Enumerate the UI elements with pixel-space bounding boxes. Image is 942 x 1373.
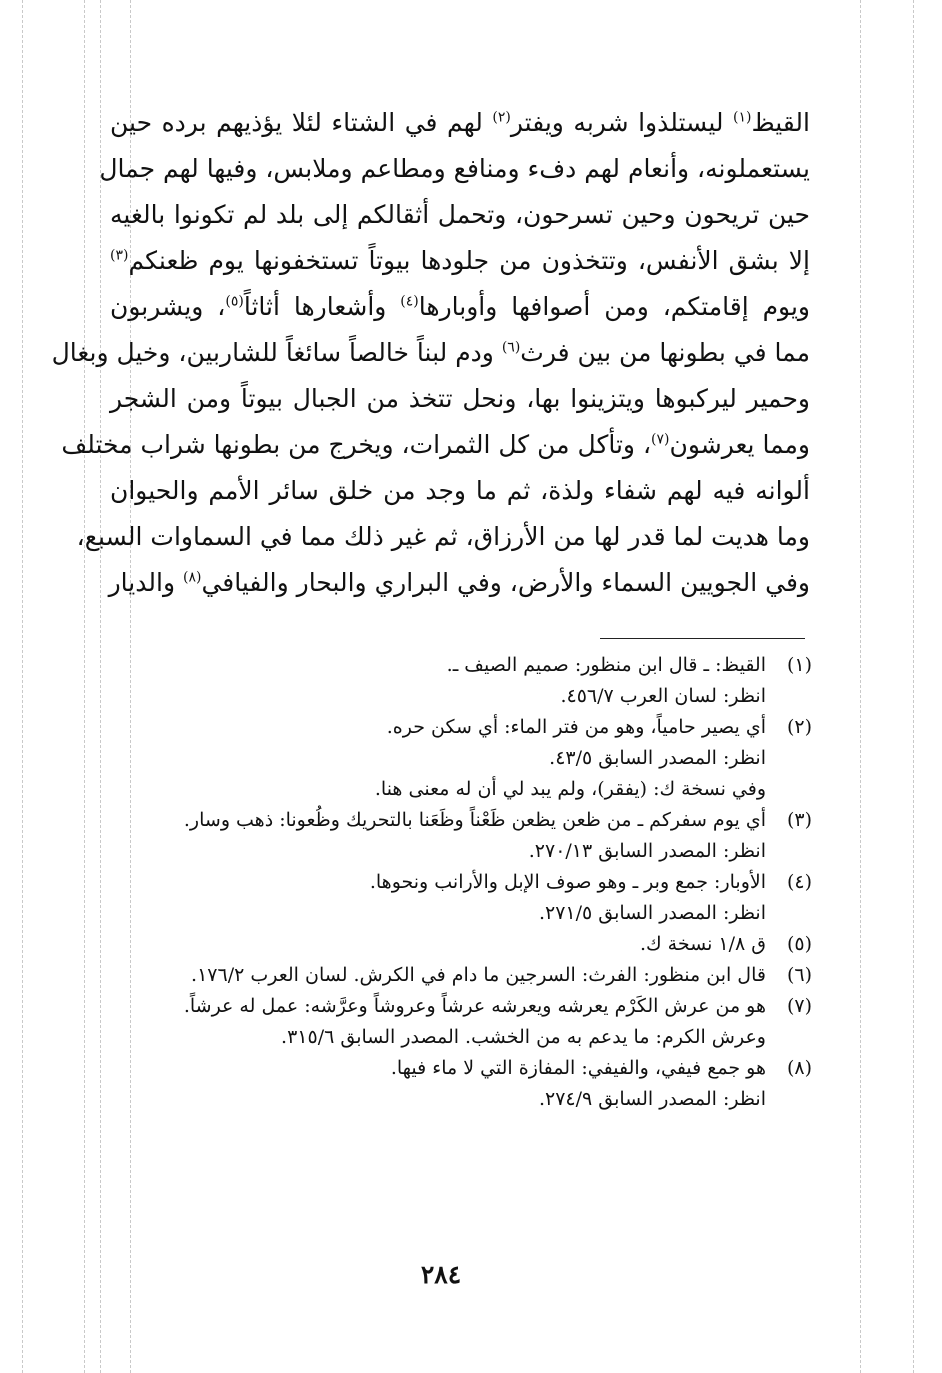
scan-margin-line — [84, 0, 85, 1373]
footnote-number: (١) — [786, 654, 812, 676]
footnote-number: (٤) — [786, 871, 812, 893]
body-line — [61, 422, 810, 468]
body-text-segment: لهم في الشتاء لئلا يؤذيهم برده حين — [110, 108, 493, 137]
body-text-segment: وما هديت لما قدر لها من الأرزاق، ثم غير ذلك مما في السماوات السبع، — [76, 522, 810, 551]
footnote-reference: (٤) — [400, 293, 419, 310]
body-line — [110, 376, 810, 422]
body-text-segment: وأشعارها أثاثاً — [243, 292, 401, 321]
footnote-line: هو جمع فيفي، والفيفي: المفازة التي لا ماء فيها. — [390, 1057, 766, 1079]
footnote — [112, 650, 812, 712]
footnote-line: انظر: المصدر السابق ٢٧٠/١٣. — [528, 840, 766, 862]
footnote — [112, 991, 812, 1053]
body-text-segment: ويوم إقامتكم، ومن أصوافها وأوبارها — [418, 292, 811, 321]
footnote-body — [112, 712, 766, 805]
footnote — [112, 712, 812, 805]
body-text-segment: ودم لبناً خالصاً سائغاً للشاربين، وخيل وبغال — [51, 338, 502, 367]
footnote — [112, 805, 812, 867]
body-text-segment: حين تريحون وحين تسرحون، وتحمل أثقالكم إلى بلد لم تكونوا بالغيه — [110, 200, 810, 229]
footnote — [112, 929, 812, 960]
body-line — [110, 560, 810, 606]
body-line — [99, 146, 810, 192]
footnote-line: الأوبار: جمع وبر ـ وهو صوف الإبل والأرانب ونحوها. — [369, 871, 766, 893]
main-text-block — [51, 100, 811, 606]
footnote — [112, 1053, 812, 1115]
footnote-number: (٥) — [786, 933, 812, 955]
footnote-line: وفي نسخة ك: (يفقر)، ولم يبد لي أن له معنى هنا. — [374, 778, 766, 800]
footnote-reference: (٦) — [501, 339, 521, 356]
body-text-segment: والديار — [108, 568, 183, 597]
footnotes-section — [112, 650, 812, 1115]
footnote-body — [112, 867, 766, 929]
footnote-line: انظر: المصدر السابق ٢٧٤/٩. — [538, 1088, 766, 1110]
footnote-line: انظر: المصدر السابق ٤٣/٥. — [549, 747, 766, 769]
footnote-reference: (١) — [733, 109, 752, 126]
footnote-number: (٧) — [786, 995, 812, 1017]
footnote-line: انظر: لسان العرب ٤٥٦/٧. — [560, 685, 766, 707]
footnote-separator — [600, 638, 805, 639]
footnote-body — [112, 650, 766, 712]
footnote-line: أي يوم سفركم ـ من ظعن يظعن ظَعْناً وظَعَنا بالتحريك وظُعونا: ذهب وسار. — [183, 809, 766, 831]
body-text-segment: مما في بطونها من بين فرث — [520, 338, 810, 367]
body-line — [110, 100, 810, 146]
footnote — [112, 960, 812, 991]
body-line — [110, 192, 810, 238]
scan-margin-line — [913, 0, 914, 1373]
body-line — [51, 330, 810, 376]
footnote-number: (٣) — [786, 809, 812, 831]
footnote-body — [112, 929, 766, 960]
body-line — [110, 238, 810, 284]
footnote-line: ق ١/٨ نسخة ك. — [639, 933, 766, 955]
footnote-line: أي يصير حامياً، وهو من فتر الماء: أي سكن حره. — [386, 716, 766, 738]
footnote-reference: (٥) — [225, 293, 244, 310]
footnote-reference: (٢) — [492, 109, 511, 126]
footnote-reference: (٣) — [110, 247, 129, 264]
footnote-body — [112, 805, 766, 867]
footnote-line: وعرش الكرم: ما يدعم به من الخشب. المصدر السابق ٣١٥/٦. — [281, 1026, 766, 1048]
body-paragraph — [51, 100, 811, 606]
footnote-body — [112, 960, 766, 991]
body-line — [110, 468, 810, 514]
page-number: ٢٨٤ — [420, 1260, 462, 1289]
body-text-segment: ، ويشربون — [110, 292, 226, 321]
body-text-segment: يستعملونه، وأنعام لهم دفء ومنافع ومطاعم وملابس، وفيها لهم جمال — [99, 154, 810, 183]
footnote-line: القيظ: ـ قال ابن منظور: صميم الصيف ـ. — [446, 654, 766, 676]
body-text-segment: ، وتأكل من كل الثمرات، ويخرج من بطونها شراب مختلف — [61, 430, 652, 459]
scan-margin-line — [22, 0, 23, 1373]
scan-margin-line — [860, 0, 861, 1373]
body-text-segment: ليستلذوا شربه ويفتر — [510, 108, 734, 137]
footnote-body — [112, 1053, 766, 1115]
footnote-body — [112, 991, 766, 1053]
footnote-line: هو من عرش الكَرْم يعرشه ويعرشه عرشاً وعروشاً وعرَّشه: عمل له عرشاً. — [183, 995, 766, 1017]
footnote — [112, 867, 812, 929]
footnote-line: قال ابن منظور: الفرث: السرجين ما دام في الكرش. لسان العرب ١٧٦/٢. — [191, 964, 766, 986]
body-line — [110, 284, 810, 330]
body-line — [76, 514, 810, 560]
footnote-line: انظر: المصدر السابق ٢٧١/٥. — [538, 902, 766, 924]
body-text-segment: ألوانه فيه لهم شفاء ولذة، ثم ما وجد من خلق سائر الأمم والحيوان — [110, 476, 810, 505]
body-text-segment: ومما يعرشون — [669, 430, 810, 459]
footnote-reference: (٧) — [651, 431, 670, 448]
body-text-segment: وحمير ليركبوها ويتزينوا بها، ونحل تتخذ من الجبال بيوتاً ومن الشجر — [110, 384, 810, 413]
footnote-reference: (٨) — [182, 569, 202, 586]
footnote-number: (٢) — [786, 716, 812, 738]
footnote-number: (٨) — [786, 1057, 812, 1079]
body-text-segment: القيظ — [751, 108, 810, 137]
body-text-segment: إلا بشق الأنفس، وتتخذون من جلودها بيوتاً تستخفونها يوم ظعنكم — [128, 246, 810, 275]
body-text-segment: وفي الجويين السماء والأرض، وفي البراري والبحار والفيافي — [201, 568, 810, 597]
footnote-number: (٦) — [786, 964, 812, 986]
scan-margin-line — [100, 0, 101, 1373]
